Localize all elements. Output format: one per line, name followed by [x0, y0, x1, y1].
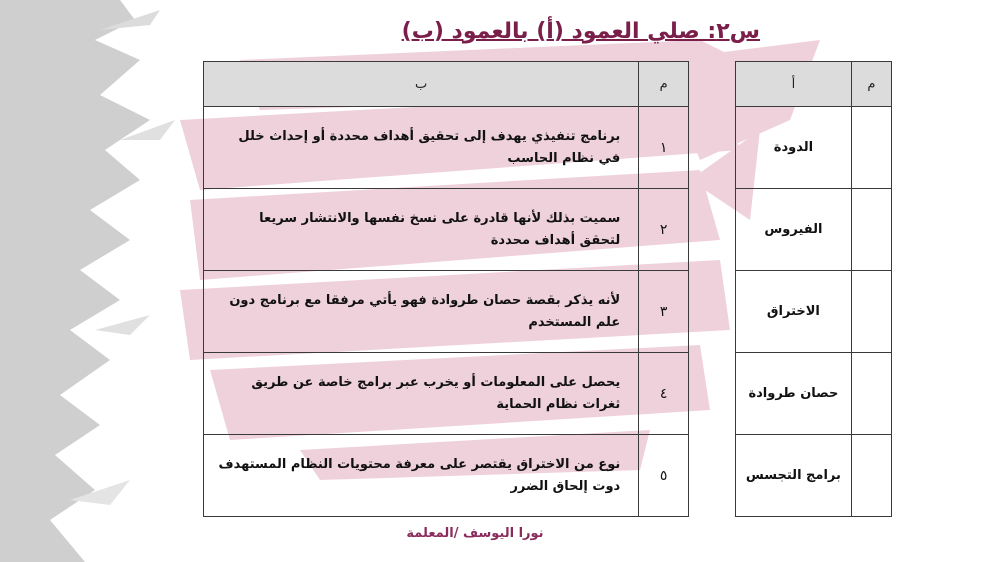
term-cell: الدودة: [736, 107, 852, 189]
answer-cell[interactable]: [851, 189, 891, 271]
column-b-table: [203, 61, 689, 517]
table-b-header-num: م: [639, 62, 689, 107]
table-b-header-col: ب: [204, 62, 639, 107]
teacher-signature: نورا اليوسف /المعلمة: [406, 526, 544, 541]
table-row: [204, 435, 689, 517]
term-cell: الاختراق: [736, 271, 852, 353]
grey-brush-texture: [0, 0, 175, 562]
row-number: ٢: [639, 189, 689, 271]
definition-cell: لأنه يذكر بقصة حصان طروادة فهو يأتي مرفقا مع برنامج دون علم المستخدم: [204, 271, 639, 353]
table-a-header-col: أ: [736, 62, 852, 107]
definition-cell: برنامج تنفيذي يهدف إلى تحقيق أهداف محددة أو إحداث خلل في نظام الحاسب: [204, 107, 639, 189]
table-row: [736, 435, 892, 517]
definition-cell: سميت بذلك لأنها قادرة على نسخ نفسها والانتشار سريعا لتحقق أهداف محددة: [204, 189, 639, 271]
table-row: [736, 107, 892, 189]
row-number: ٥: [639, 435, 689, 517]
table-a-header-row: [736, 62, 892, 107]
row-number: ٣: [639, 271, 689, 353]
answer-cell[interactable]: [851, 271, 891, 353]
question-title: س٢: صلي العمود (أ) بالعمود (ب): [401, 19, 760, 44]
column-a-table: [735, 61, 892, 517]
term-cell: حصان طروادة: [736, 353, 852, 435]
table-row: [736, 189, 892, 271]
row-number: ١: [639, 107, 689, 189]
term-cell: الفيروس: [736, 189, 852, 271]
definition-cell: يحصل على المعلومات أو يخرب عبر برامج خاصة عن طريق ثغرات نظام الحماية: [204, 353, 639, 435]
table-row: [204, 353, 689, 435]
term-cell: برامج التجسس: [736, 435, 852, 517]
table-row: [204, 189, 689, 271]
answer-cell[interactable]: [851, 107, 891, 189]
table-a-header-num: م: [851, 62, 891, 107]
table-row: [204, 107, 689, 189]
row-number: ٤: [639, 353, 689, 435]
table-b-header-row: [204, 62, 689, 107]
answer-cell[interactable]: [851, 353, 891, 435]
table-row: [204, 271, 689, 353]
answer-cell[interactable]: [851, 435, 891, 517]
table-row: [736, 353, 892, 435]
table-row: [736, 271, 892, 353]
definition-cell: نوع من الاختراق يقتصر على معرفة محتويات النظام المستهدف دوت إلحاق الضرر: [204, 435, 639, 517]
